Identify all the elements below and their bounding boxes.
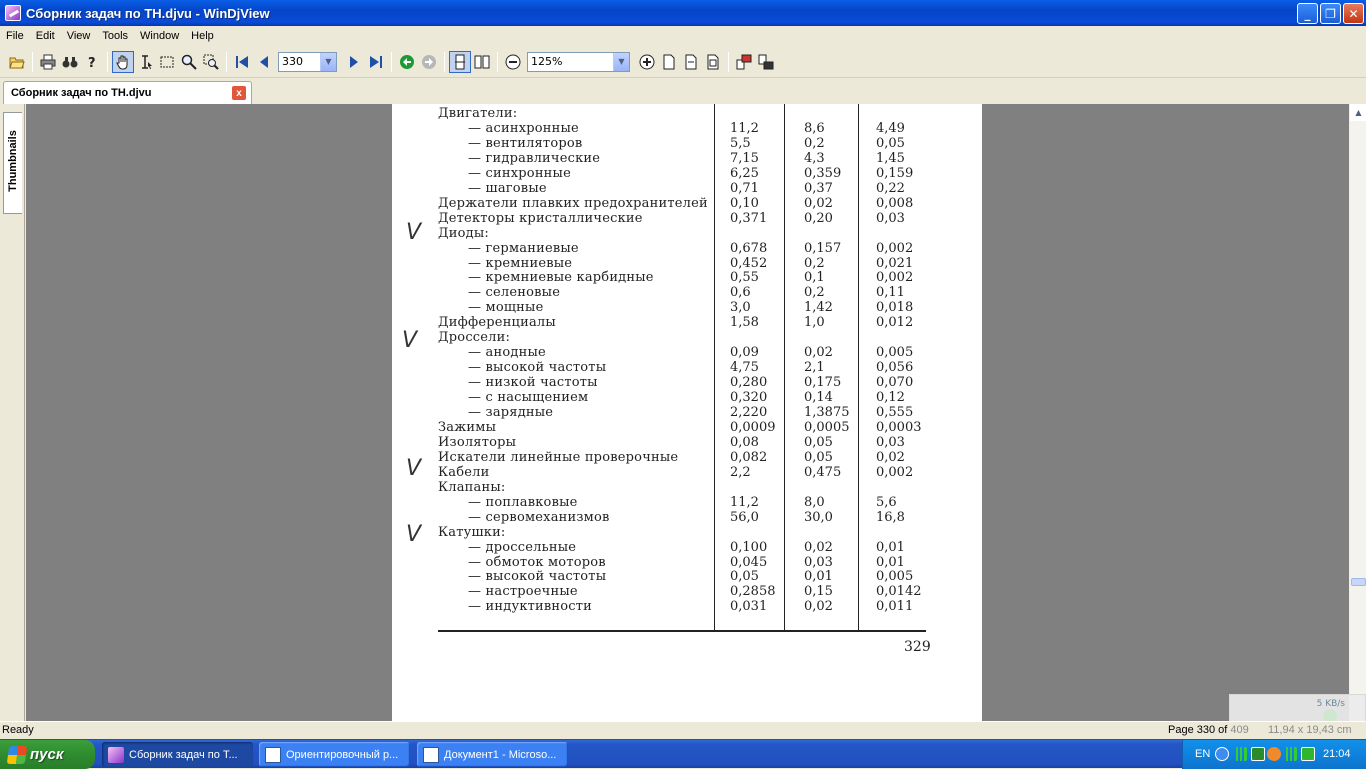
table-row: [392, 211, 982, 226]
table-row: [392, 300, 982, 315]
row-value-c3: 0,159: [876, 165, 914, 181]
open-icon[interactable]: [6, 51, 28, 73]
handwritten-check-mark: V: [406, 220, 422, 245]
row-value-c1: 0,452: [730, 255, 768, 271]
network-speed: 5 KB/s: [1316, 699, 1345, 709]
system-tray: [1182, 740, 1366, 769]
row-value-c3: 0,05: [876, 135, 905, 151]
menu-help[interactable]: Help: [191, 29, 214, 42]
row-value-c2: 0,03: [804, 554, 833, 570]
row-value-c2: 8,6: [804, 120, 825, 136]
row-value-c2: 1,0: [804, 315, 825, 331]
select-rect-icon[interactable]: [156, 51, 178, 73]
row-name: Детекторы кристаллические: [438, 210, 643, 226]
word-doc-icon: [265, 747, 281, 763]
row-name: — зарядные: [468, 405, 554, 420]
row-value-c2: 0,2: [804, 255, 825, 271]
row-value-c2: 4,3: [804, 150, 825, 166]
table-row: [392, 226, 982, 241]
row-value-c1: 56,0: [730, 509, 759, 525]
row-value-c3: 0,01: [876, 554, 905, 570]
taskbar: [0, 739, 1366, 768]
row-value-c1: 0,2858: [730, 584, 776, 600]
row-value-c2: 0,20: [804, 210, 833, 226]
row-value-c1: 2,2: [730, 464, 751, 480]
row-value-c3: 0,005: [876, 345, 914, 361]
row-value-c3: 0,03: [876, 434, 905, 450]
start-label: пуск: [30, 746, 64, 763]
table-row: [392, 375, 982, 390]
row-value-c2: 0,157: [804, 240, 842, 256]
row-value-c2: 0,02: [804, 195, 833, 211]
row-value-c3: 0,070: [876, 375, 914, 391]
table-row: [392, 480, 982, 495]
table-row: [392, 540, 982, 555]
windows-logo-icon: [7, 746, 28, 764]
table-row: [392, 405, 982, 420]
row-value-c2: 0,05: [804, 449, 833, 465]
signal-icon[interactable]: [1283, 747, 1297, 761]
row-value-c3: 0,555: [876, 405, 914, 420]
row-value-c2: 0,01: [804, 569, 833, 585]
row-value-c3: 0,008: [876, 195, 914, 211]
row-value-c3: 0,002: [876, 240, 914, 256]
forward-icon[interactable]: [418, 51, 440, 73]
row-value-c1: 0,6: [730, 285, 751, 301]
row-value-c3: 0,11: [876, 285, 905, 301]
row-value-c1: 4,75: [730, 360, 759, 376]
row-name: — сервомеханизмов: [468, 509, 610, 525]
row-value-c2: 0,2: [804, 135, 825, 151]
row-value-c2: 1,3875: [804, 405, 850, 420]
row-value-c3: 16,8: [876, 509, 905, 525]
row-value-c2: 0,2: [804, 285, 825, 301]
menu-file[interactable]: File: [6, 29, 24, 42]
zoom-icon[interactable]: [178, 51, 200, 73]
prev-page-icon[interactable]: [253, 51, 275, 73]
row-name: — с насыщением: [468, 390, 589, 406]
status-ready: Ready: [2, 724, 34, 736]
row-name: — германиевые: [468, 240, 579, 256]
row-value-c2: 0,05: [804, 434, 833, 450]
row-value-c2: 2,1: [804, 360, 825, 376]
table-row: [392, 315, 982, 330]
last-page-icon[interactable]: [365, 51, 387, 73]
row-value-c1: 0,045: [730, 554, 768, 570]
minimize-button[interactable]: _: [1297, 3, 1318, 24]
row-value-c3: 5,6: [876, 494, 897, 510]
row-name: Изоляторы: [438, 434, 517, 450]
row-value-c3: 4,49: [876, 120, 905, 136]
battery-icon[interactable]: [1301, 747, 1315, 761]
row-value-c2: 0,02: [804, 539, 833, 555]
table-row: [392, 106, 982, 121]
zoom-out-icon[interactable]: [502, 51, 524, 73]
handwritten-check-mark: V: [406, 456, 422, 481]
single-page-icon[interactable]: [449, 51, 471, 73]
tab-label: Сборник задач по ТН.djvu: [11, 87, 152, 99]
row-value-c1: 7,15: [730, 150, 759, 166]
row-value-c1: 6,25: [730, 165, 759, 181]
menu-view[interactable]: View: [66, 29, 91, 42]
row-name: Кабели: [438, 464, 490, 480]
fit-page-icon[interactable]: [702, 51, 724, 73]
vertical-scrollbar[interactable]: [1349, 104, 1366, 721]
row-name: — поплавковые: [468, 494, 578, 510]
row-value-c1: 0,10: [730, 195, 759, 211]
tab-document[interactable]: [3, 81, 252, 104]
row-value-c2: 0,02: [804, 345, 833, 361]
close-button[interactable]: ✕: [1343, 3, 1364, 24]
row-value-c3: 1,45: [876, 150, 905, 166]
row-value-c2: 0,359: [804, 165, 842, 181]
row-value-c1: 5,5: [730, 135, 751, 151]
row-value-c3: 0,12: [876, 390, 905, 406]
row-value-c1: 0,05: [730, 569, 759, 585]
handwritten-check-mark: V: [402, 328, 418, 353]
zoom-combo[interactable]: [527, 52, 630, 72]
row-value-c2: 0,175: [804, 375, 842, 391]
table-row: [392, 450, 982, 465]
row-name: Держатели плавких предохранителей: [438, 195, 708, 211]
table-row: [392, 584, 982, 599]
row-name: Диоды:: [438, 225, 489, 241]
row-value-c2: 0,14: [804, 390, 833, 406]
zoom-rect-icon[interactable]: [200, 51, 222, 73]
scrollbar-thumb[interactable]: [1351, 578, 1366, 586]
row-value-c3: 0,021: [876, 255, 914, 271]
title-bar: [0, 0, 1366, 26]
table-row: [392, 345, 982, 360]
row-name: — кремниевые карбидные: [468, 270, 654, 286]
table-row: [392, 360, 982, 375]
row-value-c1: 1,58: [730, 315, 759, 331]
app-icon: [5, 5, 21, 21]
row-name: — настроечные: [468, 584, 578, 600]
next-page-icon[interactable]: [343, 51, 365, 73]
zoom-in-icon[interactable]: [636, 51, 658, 73]
menu-bar: [0, 26, 1366, 45]
windjview-icon: [108, 747, 124, 763]
table-row: [392, 495, 982, 510]
menu-edit[interactable]: Edit: [35, 29, 55, 42]
row-value-c3: 0,011: [876, 599, 914, 615]
fit-width-icon[interactable]: [680, 51, 702, 73]
row-value-c2: 0,0005: [804, 419, 850, 435]
row-value-c1: 0,100: [730, 539, 768, 555]
menu-window[interactable]: Window: [140, 29, 180, 42]
row-value-c3: 0,03: [876, 210, 905, 226]
back-icon[interactable]: [396, 51, 418, 73]
row-value-c1: 2,220: [730, 405, 768, 420]
row-value-c3: 0,0003: [876, 419, 922, 435]
row-value-c1: 0,08: [730, 434, 759, 450]
document-viewport[interactable]: [26, 104, 1349, 721]
sidebar: [0, 104, 25, 721]
document-page: [392, 104, 982, 721]
status-page-dimensions: 11,94 x 19,43 cm: [1268, 724, 1352, 736]
word-doc-icon: [423, 747, 439, 763]
row-name: — индуктивности: [468, 599, 593, 615]
row-value-c2: 0,475: [804, 464, 842, 480]
row-name: — низкой частоты: [468, 375, 598, 391]
help-icon[interactable]: [81, 51, 103, 73]
page-number-value: 330: [282, 55, 303, 68]
status-page-info: Page 330 of 409: [1168, 724, 1249, 736]
row-value-c2: 0,15: [804, 584, 833, 600]
hand-tool-icon[interactable]: [112, 51, 134, 73]
page-number-combo[interactable]: [278, 52, 337, 72]
table-row: [392, 599, 982, 614]
scroll-up-arrow-icon[interactable]: ▲: [1350, 104, 1366, 121]
row-name: — синхронные: [468, 165, 571, 181]
table-row: [392, 525, 982, 540]
row-value-c3: 0,012: [876, 315, 914, 331]
row-name: Катушки:: [438, 524, 506, 540]
status-bar: [0, 721, 1366, 739]
row-name: — кремниевые: [468, 255, 573, 271]
row-value-c1: 3,0: [730, 300, 751, 316]
tray-chevron-icon[interactable]: [1215, 747, 1229, 761]
table-row: [392, 390, 982, 405]
menu-tools[interactable]: Tools: [102, 29, 129, 42]
clock: 21:04: [1323, 748, 1351, 760]
row-value-c3: 0,018: [876, 300, 914, 316]
row-value-c1: 0,320: [730, 390, 768, 406]
row-name: — гидравлические: [468, 150, 601, 166]
zoom-value: 125%: [531, 55, 563, 68]
table-row: [392, 465, 982, 480]
signal-icon[interactable]: [1233, 747, 1247, 761]
chevron-down-icon[interactable]: ▼: [613, 53, 629, 71]
print-icon[interactable]: [37, 51, 59, 73]
taskbar-item-windjview[interactable]: Сборник задач по Т...: [102, 742, 253, 767]
handwritten-check-mark: V: [406, 522, 422, 547]
table-row: [392, 420, 982, 435]
start-button[interactable]: [0, 740, 95, 769]
row-value-c2: 0,37: [804, 180, 833, 196]
close-tab-icon[interactable]: x: [232, 86, 246, 100]
page-number: 329: [904, 639, 931, 655]
row-value-c1: 11,2: [730, 494, 759, 510]
language-indicator[interactable]: EN: [1195, 748, 1211, 760]
taskbar-item-word-2[interactable]: Документ1 - Microso...: [417, 742, 568, 767]
table-row: [392, 569, 982, 584]
tray-app-icon[interactable]: [1251, 747, 1265, 761]
row-value-c1: 0,0009: [730, 419, 776, 435]
table-row: [392, 121, 982, 136]
svg-text:?: ?: [88, 55, 96, 70]
thumbnails-tab[interactable]: [3, 112, 22, 214]
table-bottom-rule: [438, 630, 926, 632]
table-row: [392, 256, 982, 271]
row-value-c3: 0,02: [876, 449, 905, 465]
row-value-c1: 0,371: [730, 210, 768, 226]
taskbar-item-word-1[interactable]: Ориентировочный р...: [259, 742, 410, 767]
tab-bar: [0, 79, 1366, 104]
row-value-c2: 30,0: [804, 509, 833, 525]
table-row: [392, 181, 982, 196]
row-name: Искатели линейные проверочные: [438, 449, 679, 465]
row-name: Дифференциалы: [438, 315, 556, 331]
thumbnails-label: Thumbnails: [7, 130, 19, 192]
toolbar: [0, 46, 1366, 78]
find-icon[interactable]: [59, 51, 81, 73]
row-value-c3: 0,0142: [876, 584, 922, 600]
row-name: — обмоток моторов: [468, 554, 606, 570]
row-value-c1: 0,031: [730, 599, 768, 615]
table-row: [392, 241, 982, 256]
row-name: — высокой частоты: [468, 360, 607, 376]
row-value-c3: 0,002: [876, 464, 914, 480]
row-name: — мощные: [468, 300, 544, 316]
rotate-left-icon[interactable]: [733, 51, 755, 73]
row-name: — шаговые: [468, 180, 547, 196]
row-value-c2: 0,02: [804, 599, 833, 615]
first-page-icon[interactable]: [231, 51, 253, 73]
table-row: [392, 270, 982, 285]
row-value-c3: 0,22: [876, 180, 905, 196]
window-title: Сборник задач по ТН.djvu - WinDjView: [26, 5, 270, 21]
row-value-c2: 1,42: [804, 300, 833, 316]
row-value-c3: 0,005: [876, 569, 914, 585]
table-row: [392, 435, 982, 450]
row-value-c3: 0,002: [876, 270, 914, 286]
maximize-button[interactable]: ❐: [1320, 3, 1341, 24]
row-value-c1: 0,678: [730, 240, 768, 256]
table-row: [392, 510, 982, 525]
table-row: [392, 285, 982, 300]
row-value-c3: 0,01: [876, 539, 905, 555]
row-value-c1: 0,55: [730, 270, 759, 286]
row-value-c1: 0,280: [730, 375, 768, 391]
select-text-icon[interactable]: [134, 51, 156, 73]
row-name: — высокой частоты: [468, 569, 607, 585]
row-name: — селеновые: [468, 285, 561, 301]
chevron-down-icon[interactable]: ▼: [320, 53, 336, 71]
table-row: [392, 151, 982, 166]
table-row: [392, 136, 982, 151]
row-name: Двигатели:: [438, 106, 518, 121]
row-value-c2: 8,0: [804, 494, 825, 510]
row-name: Клапаны:: [438, 479, 506, 495]
row-value-c2: 0,1: [804, 270, 825, 286]
row-value-c1: 0,082: [730, 449, 768, 465]
row-name: — анодные: [468, 345, 546, 361]
row-value-c1: 0,71: [730, 180, 759, 196]
table-row: [392, 555, 982, 570]
actual-size-icon[interactable]: [658, 51, 680, 73]
row-name: — дроссельные: [468, 539, 577, 555]
table-row: [392, 330, 982, 345]
row-name: Зажимы: [438, 419, 497, 435]
row-value-c1: 0,09: [730, 345, 759, 361]
tray-app-icon[interactable]: [1267, 747, 1281, 761]
facing-pages-icon[interactable]: [471, 51, 493, 73]
rotate-right-icon[interactable]: [755, 51, 777, 73]
row-value-c1: 11,2: [730, 120, 759, 136]
row-name: — асинхронные: [468, 120, 579, 136]
row-name: — вентиляторов: [468, 135, 583, 151]
table-row: [392, 196, 982, 211]
table-row: [392, 166, 982, 181]
row-value-c3: 0,056: [876, 360, 914, 376]
row-name: Дроссели:: [438, 330, 511, 346]
